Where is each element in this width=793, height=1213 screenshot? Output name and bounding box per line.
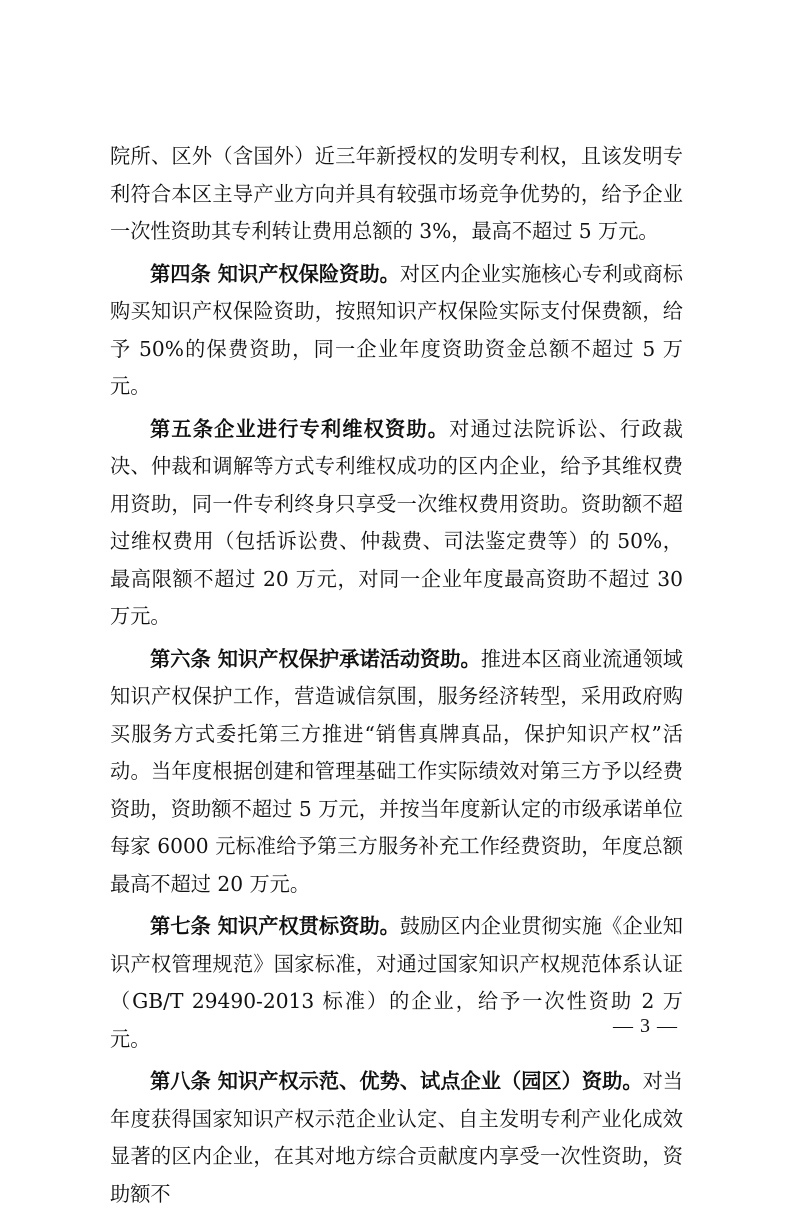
paragraph-continuation (110, 138, 683, 251)
paragraph-article-8 (110, 1063, 683, 1213)
paragraph-article-7 (110, 908, 683, 1058)
paragraph-article-6 (110, 641, 683, 904)
article-heading: 第四条 知识产权保险资助。 (150, 261, 400, 286)
paragraph-body: 推进本区商业流通领域知识产权保护工作，营造诚信氛围，服务经济转型，采用政府购买服务方式委托第三方推进“销售真牌真品，保护知识产权”活动。当年度根据创建和管理基础工作实际绩效对第三方予以经费资助，资助额不超过 5 万元，并按当年度新认定的市级承诺单位每家 6000 元标准给予第三方服务补充工作经费资助，年度总额最高不超过 20 万元。 (110, 646, 683, 896)
paragraph-body: 对当年度获得国家知识产权示范企业认定、自主发明专利产业化成效显著的区内企业，在其对地方综合贡献度内享受一次性资助，资助额不 (110, 1069, 683, 1206)
paragraph-article-4 (110, 256, 683, 406)
paragraph-article-5 (110, 411, 683, 636)
article-heading: 第八条 知识产权示范、优势、试点企业（园区）资助。 (150, 1069, 643, 1093)
paragraph-body: 院所、区外（含国外）近三年新授权的发明专利权，且该发明专利符合本区主导产业方向并具有较强市场竞争优势的，给予企业一次性资助其专利转让费用总额的 3%，最高不超过 5 万元。 (110, 144, 683, 243)
article-heading: 第七条 知识产权贯标资助。 (150, 914, 400, 938)
paragraph-body: 鼓励区内企业贯彻实施《企业知识产权管理规范》国家标准，对通过国家知识产权规范体系认证（GB/T 29490-2013 标准）的企业，给予一次性资助 2 万元。 (110, 914, 683, 1051)
article-heading: 第五条企业进行专利维权资助。 (150, 416, 450, 441)
paragraph-body: 对区内企业实施核心专利或商标购买知识产权保险资助，按照知识产权保险实际支付保费额，给予 50%的保费资助，同一企业年度资助资金总额不超过 5 万元。 (110, 261, 683, 398)
article-heading: 第六条 知识产权保护承诺活动资助。 (150, 646, 481, 671)
page-number: — 3 — (613, 1015, 678, 1037)
paragraph-body: 对通过法院诉讼、行政裁决、仲裁和调解等方式专利维权成功的区内企业，给予其维权费用资助，同一件专利终身只享受一次维权费用资助。资助额不超过维权费用（包括诉讼费、仲裁费、司法鉴定费等）的 50%，最高限额不超过 20 万元，对同一企业年度最高资助不超过 30 万元。 (110, 416, 683, 628)
